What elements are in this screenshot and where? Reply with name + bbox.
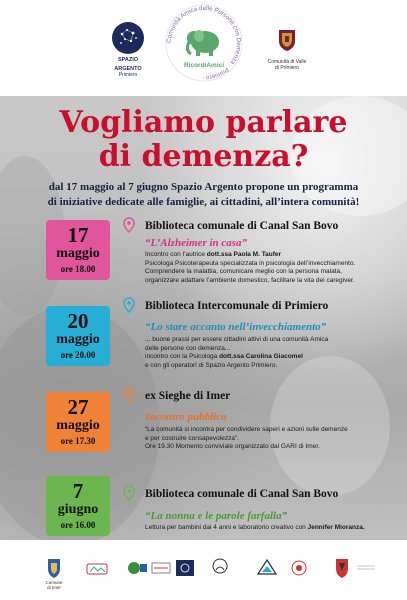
location-pin-icon <box>122 217 136 233</box>
sponsor-logo-7 <box>256 556 278 580</box>
event-1-subtitle: “L’Alzheimer in casa” <box>145 237 248 249</box>
event-1-day: 17 <box>67 223 89 247</box>
event-3-day: 27 <box>67 395 89 419</box>
event-4-subtitle: “La nonna e le parole farfalla” <box>145 510 288 522</box>
sponsor-logo-10 <box>355 556 377 580</box>
spazio-argento-logo <box>104 22 152 78</box>
sponsor-logo-6 <box>209 556 231 580</box>
spazio-argento-line2: ARGENTO <box>114 66 142 72</box>
event-4-time: ore 16.00 <box>60 520 96 530</box>
stars-icon <box>112 22 144 54</box>
event-1-month: maggio <box>56 246 100 261</box>
event-2-time: ore 20.00 <box>60 350 96 360</box>
event-1-time: ore 18.00 <box>60 264 96 274</box>
event-3-date <box>46 392 110 452</box>
intro-line2: di iniziative dedicate alle famiglie, ai cittadini, all’intera comunità! <box>47 196 360 208</box>
ricordi-ring-text: Comunità Amica delle Persone con Demenza · Primiero · <box>165 4 243 82</box>
comune-imer-line1: Comune <box>45 580 63 585</box>
event-1-venue: Biblioteca comunale di Canal San Bovo <box>145 220 339 232</box>
hero-section <box>0 96 407 540</box>
event-3-venue: ex Sieghe di Imer <box>145 390 231 402</box>
event-2-body: ... buone prassi per essere cittadini attivi di una comunità Amica delle persone con demenza... incontro con la Psicologa dott.ssa Carolina Giacomel e con gli operatori di Spazio Argento Primiero. <box>145 336 329 369</box>
trentino-crest-icon <box>334 556 350 580</box>
comunita-valle-logo <box>267 28 307 71</box>
event-4-venue: Biblioteca comunale di Canal San Bovo <box>145 488 339 500</box>
event-3-time: ore 17.30 <box>60 436 96 446</box>
footer-sponsors <box>0 540 407 600</box>
event-4-body: Lettura per bambini dai 4 anni e laboratorio creativo con Jennifer Mioranza. <box>145 524 365 531</box>
title-line1: Vogliamo parlare <box>59 105 348 140</box>
comune-imer-crest-icon <box>46 556 62 580</box>
event-3-month: maggio <box>56 418 100 433</box>
location-pin-icon <box>122 387 136 403</box>
title-line2: di demenza? <box>98 139 309 174</box>
sponsor-logo-8 <box>288 556 310 580</box>
event-4-day: 7 <box>72 479 84 503</box>
ricordi-amici-logo <box>163 2 245 84</box>
event-2-venue: Biblioteca Intercomunale di Primiero <box>145 300 329 312</box>
event-2-date <box>46 306 110 366</box>
event-4-month: giugno <box>57 502 99 517</box>
spazio-argento-line3: Primiero <box>118 72 138 78</box>
sponsor-logo-2 <box>86 556 108 580</box>
intro-line1: dal 17 maggio al 7 giugno Spazio Argento propone un programma <box>48 181 359 193</box>
sponsor-logo-3 <box>126 556 148 580</box>
elephant-icon <box>187 30 219 56</box>
event-3-subtitle: Incontro pubblico <box>145 411 227 423</box>
event-4-date <box>46 476 110 536</box>
coat-of-arms-icon <box>277 28 297 52</box>
event-3-body: “La comunità si incontra per condividere saperi e azioni sulle demenze e per costruire consapevolezza”. Ore 19.30 Momento conviviale organizzato dal GARI di Imer. <box>145 426 348 450</box>
event-2-day: 20 <box>67 309 89 333</box>
location-pin-icon <box>122 297 136 313</box>
sponsor-logo-4 <box>150 556 172 580</box>
comunita-line2: di Primiero <box>275 65 299 71</box>
comunita-line1: Comunità di Valle <box>267 59 307 65</box>
comune-imer-line2: di Imer <box>47 585 61 590</box>
header <box>0 0 407 96</box>
event-1-body: Incontro con l’autrice dott.ssa Paola M. Taufer Psicologa Psicoterapeuta specializzata in psicologia dell’invecchiamento. Comprendere la malattia, comunicare meglio con la persona malata, organizzare adattare l’ambiente domestico, facilitare la vita dei caregiver. <box>145 251 356 284</box>
sponsor-logo-5 <box>174 556 196 580</box>
spazio-argento-line1: SPAZIO <box>117 57 139 63</box>
ricordi-name: RicordiAmici <box>183 62 225 69</box>
event-2-subtitle: “Lo stare accanto nell’invecchiamento” <box>145 321 327 333</box>
location-pin-icon <box>122 485 136 501</box>
event-2-month: maggio <box>56 332 100 347</box>
event-1-date <box>46 220 110 280</box>
